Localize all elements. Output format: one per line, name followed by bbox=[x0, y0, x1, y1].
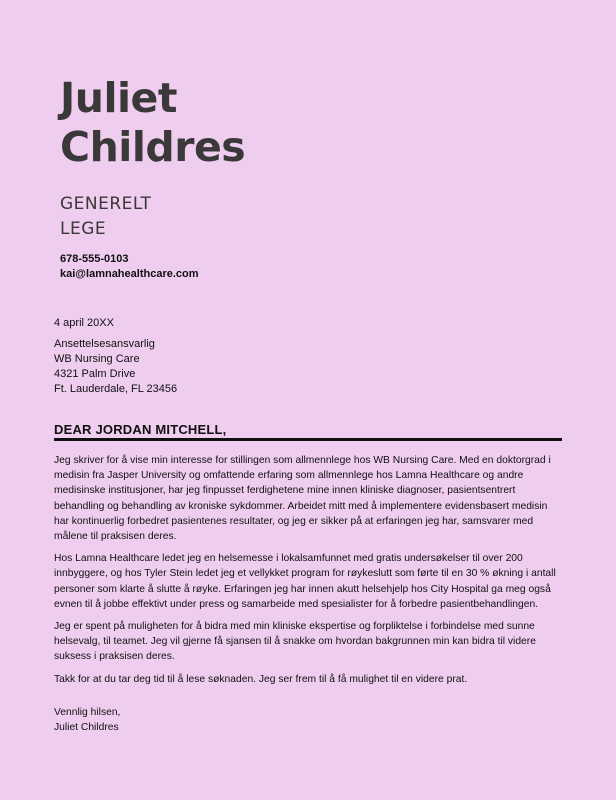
recipient-line: 4321 Palm Drive bbox=[54, 368, 136, 380]
recipient-line: WB Nursing Care bbox=[54, 353, 140, 365]
contact-info bbox=[60, 252, 199, 282]
recipient-line: Ansettelsesansvarlig bbox=[54, 338, 155, 350]
job-title-line2: LEGE bbox=[60, 219, 107, 239]
recipient-line: Ft. Lauderdale, FL 23456 bbox=[54, 383, 178, 395]
divider-rule bbox=[54, 438, 562, 441]
body-paragraph: Jeg er spent på muligheten for å bidra med min kliniske ekspertise og forpliktelse i forbindelse med sunne helsevalg, til teamet. Jeg vil gjerne få sjansen til å snakke om hvordan bakgrunnen min kan bidra til videre suksess i praksisen deres. bbox=[54, 621, 536, 663]
letter-closing bbox=[54, 705, 120, 735]
body-paragraph: Jeg skriver for å vise min interesse for stillingen som allmennlege hos WB Nursing Care. Med en doktorgrad i medisin fra Jasper University og omfattende erfaring som allmennlege hos Lamna Healthcare og andre medisinske institusjoner, har jeg finpusset ferdighetene mine innen kliniske diagnoser, pasientsentrert behandling og behandling av kroniske sykdommer. Arbeidet mitt med å implementere evidensbasert medisin har kontinuerlig forbedret pasientenes resultater, og jeg er sikker på at erfaringen jeg har, samsvarer med målene til praksisen deres. bbox=[54, 455, 551, 543]
recipient-address bbox=[54, 337, 177, 397]
closing-phrase: Vennlig hilsen, bbox=[54, 707, 121, 718]
name-last: Childres bbox=[60, 123, 246, 171]
job-title-line1: GENERELT bbox=[60, 194, 152, 214]
job-title bbox=[60, 192, 151, 242]
letter-date: 4 april 20XX bbox=[54, 317, 114, 329]
letter-body bbox=[54, 453, 563, 694]
name-first: Juliet bbox=[60, 74, 177, 122]
phone-number: 678-555-0103 bbox=[60, 253, 129, 265]
email-address: kai@lamnahealthcare.com bbox=[60, 268, 199, 280]
salutation: DEAR JORDAN MITCHELL, bbox=[54, 422, 227, 437]
body-paragraph: Hos Lamna Healthcare ledet jeg en helsemesse i lokalsamfunnet med gratis undersøkelser til over 200 innbyggere, og hos Tyler Stein ledet jeg et vellykket program for røykeslutt som førte til en 30 % økning i antall personer som klarte å slutte å røyke. Erfaringen jeg har innen akutt helsehjelp hos City Hospital ga meg også evnen til å jobbe effektivt under press og samarbeide med spesialister for å forbedre pasientbehandlingen. bbox=[54, 553, 556, 610]
body-paragraph: Takk for at du tar deg tid til å lese søknaden. Jeg ser frem til å få mulighet til en videre prat. bbox=[54, 673, 468, 685]
applicant-name bbox=[60, 74, 245, 172]
signature-name: Juliet Childres bbox=[54, 722, 119, 734]
